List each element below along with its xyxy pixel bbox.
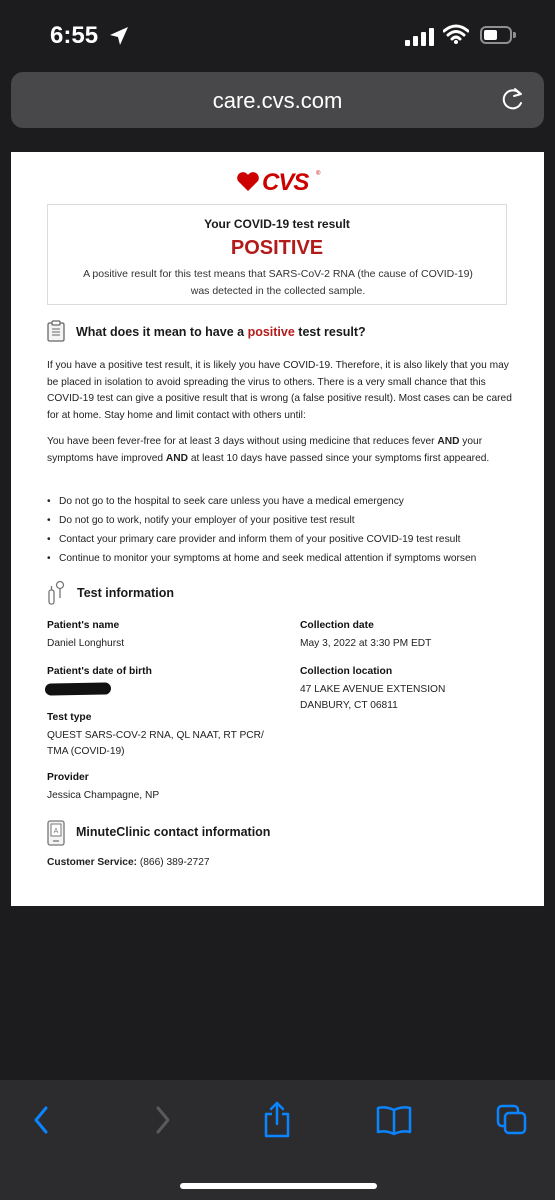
list-item: • Do not go to the hospital to seek care unless you have a medical emergency [47, 494, 527, 513]
collection-location-line2: DANBURY, CT 06811 [300, 700, 398, 711]
list-item: • Continue to monitor your symptoms at home and seek medical attention if symptoms worsen [47, 551, 527, 570]
location-arrow-icon [108, 25, 130, 47]
test-type-line2: TMA (COVID-19) [47, 746, 125, 757]
clipboard-icon [47, 320, 65, 342]
patient-name: Daniel Longhurst [47, 638, 125, 649]
tabs-icon[interactable] [496, 1104, 528, 1136]
result-value: POSITIVE [230, 237, 324, 259]
battery-icon [480, 26, 512, 44]
bookmarks-icon[interactable] [376, 1104, 412, 1136]
result-description: A positive result for this test means that SARS-CoV-2 RNA (the cause of COVID-19) was detected in the collected sample. [83, 268, 473, 297]
patient-name-label: Patient's name [47, 620, 120, 631]
isolation-criteria: You have been fever-free for at least 3 days without using medicine that reduces fever AND your symptoms have improved AND at least 10 days have passed since your symptoms first appeared. [47, 436, 490, 464]
url-text[interactable]: care.cvs.com [212, 88, 343, 113]
clinic-phone-icon [47, 820, 65, 846]
svg-text:A: A [53, 828, 59, 835]
back-icon[interactable] [30, 1104, 54, 1136]
wifi-icon [443, 24, 469, 44]
provider-name: Jessica Champagne, NP [47, 790, 160, 801]
reload-icon[interactable] [500, 86, 526, 112]
cellular-signal-icon [405, 28, 435, 46]
result-card [47, 204, 507, 305]
list-item: • Do not go to work, notify your employer of your positive test result [47, 513, 527, 532]
provider-label: Provider [47, 772, 89, 783]
address-bar[interactable] [11, 72, 544, 128]
result-title: Your COVID-19 test result [204, 217, 350, 231]
collection-date-label: Collection date [300, 620, 374, 631]
collection-location-label: Collection location [300, 666, 393, 677]
collection-date: May 3, 2022 at 3:30 PM EDT [300, 638, 432, 649]
clock: 6:55 [50, 22, 99, 49]
collection-location-line1: 47 LAKE AVENUE EXTENSION [300, 684, 446, 695]
heart-icon [236, 172, 260, 192]
logo-text: CVS [262, 169, 309, 196]
browser-toolbar [0, 1080, 555, 1200]
list-item: • Contact your primary care provider and inform them of your positive COVID-19 test result [47, 532, 527, 551]
meaning-heading: What does it mean to have a positive test result? [76, 325, 366, 339]
forward-icon[interactable] [150, 1104, 174, 1136]
status-bar [0, 0, 555, 72]
contact-heading: MinuteClinic contact information [76, 825, 271, 839]
web-page: CVS ® Your COVID-19 test result POSITIVE A positive result for this test means that SARS-CoV-2 RNA (the cause of COVID-19) was detected in the collected sample. What does it mean to have a positive test result? If you have a positive test result, it is likely you have COVID-19. Therefore, it is also likely that you may be placed in isolation to avoid spreading the virus to others. There is a very small chance that this COVID-19 test can give a positive result that is wrong (a false positive result). Most cases can be cared for at home. Stay home and limit contact with others until: You have been fever-free for at least 3 days without using medicine that reduces fever AND your symptoms have improved AND at least 10 days have passed since your symptoms first appeared. • Do not go to the hospital to seek care unless you have a medical emergency • Do not go to work, notify your employer of your positive test result • Contact your primary care provider and inform them of your positive COVID-19 test result • Continue to monitor your symptoms at home and seek medical attention if symptoms worsen Test information Patient's name Daniel Longhurst Patient's date of birth Test type QUEST SARS-COV-2 RNA, QL NAAT, RT PCR/ TMA (COVID-19) Provider Jessica Champagne, NP Collection date May 3, 2022 at 3:30 PM EDT Collection location 47 LAKE AVENUE EXTENSION DANBURY, CT 06811 A MinuteClinic contact information Customer Service: (866) 389-2727 [11, 152, 544, 906]
test-type-label: Test type [47, 712, 92, 723]
swab-icon [45, 580, 67, 606]
customer-service: Customer Service: (866) 389-2727 [47, 857, 210, 868]
dob-label: Patient's date of birth [47, 666, 152, 677]
share-icon[interactable] [262, 1100, 292, 1138]
meaning-paragraph: If you have a positive test result, it is likely you have COVID-19. Therefore, it is also likely that you may be placed in isolation to avoid spreading the virus to others. There is a very small chance that this COVID-19 test can give a positive result that is wrong (a false positive result). Most cases can be cared for at home. Stay home and limit contact with others until: [47, 360, 512, 421]
redaction-mark [45, 682, 111, 695]
home-indicator[interactable] [180, 1183, 377, 1189]
instructions-list [47, 494, 527, 570]
test-type-line1: QUEST SARS-COV-2 RNA, QL NAAT, RT PCR/ [47, 730, 264, 741]
customer-service-phone[interactable]: (866) 389-2727 [137, 857, 210, 868]
test-info-heading: Test information [77, 586, 174, 600]
